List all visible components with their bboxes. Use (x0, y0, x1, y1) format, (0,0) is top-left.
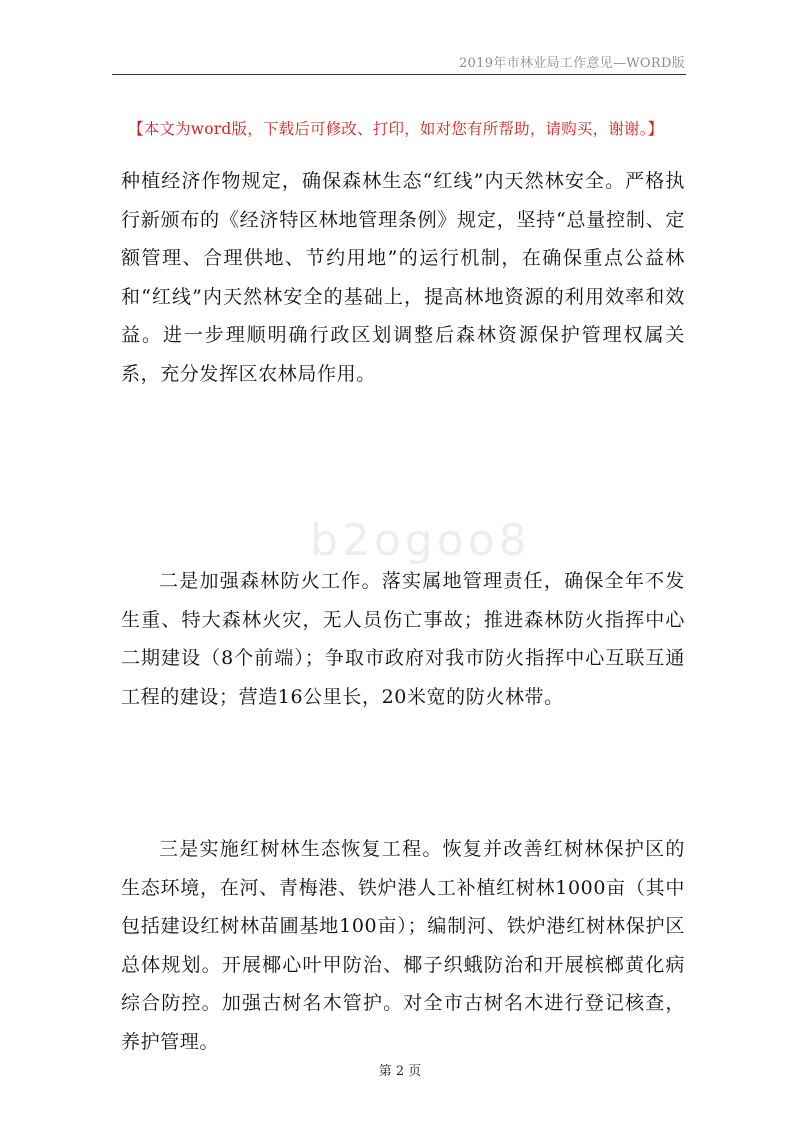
watermark-logo: b2ogoo8 (310, 515, 531, 566)
header-divider (112, 74, 686, 75)
paragraph-mangrove: 三是实施红树林生态恢复工程。恢复并改善红树林保护区的生态环境，在河、青梅港、铁炉港人工补植红树林1000亩（其中包括建设红树林苗圃基地100亩）；编制河、铁炉港红树林保护区总体规划。开展椰心叶甲防治、椰子织蛾防治和开展槟榔黄化病综合防控。加强古树名木管护。对全市古树名木进行登记核查，养护管理。 (121, 838, 685, 1053)
paragraph-fire-prevention: 二是加强森林防火工作。落实属地管理责任，确保全年不发生重、特大森林火灾，无人员伤亡事故；推进森林防火指挥中心二期建设（8个前端）；争取市政府对我市防火指挥中心互联互通工程的建设；营造16公里长，20米宽的防火林带。 (121, 570, 685, 708)
page-header: 2019年市林业局工作意见—WORD版 (458, 56, 685, 71)
download-notice: 【本文为word版，下载后可修改、打印，如对您有所帮助，请购买，谢谢。】 (128, 120, 664, 138)
paragraph-intro: 种植经济作物规定，确保森林生态“红线”内天然林安全。严格执行新颁布的《经济特区林地管理条例》规定，坚持“总量控制、定额管理、合理供地、节约用地”的运行机制，在确保重点公益林和“红线”内天然林安全的基础上，提高林地资源的利用效率和效益。进一步理顺明确行政区划调整后森林资源保护管理权属关系，充分发挥区农林局作用。 (121, 170, 685, 385)
page-number: 第 2 页 (378, 1064, 422, 1079)
